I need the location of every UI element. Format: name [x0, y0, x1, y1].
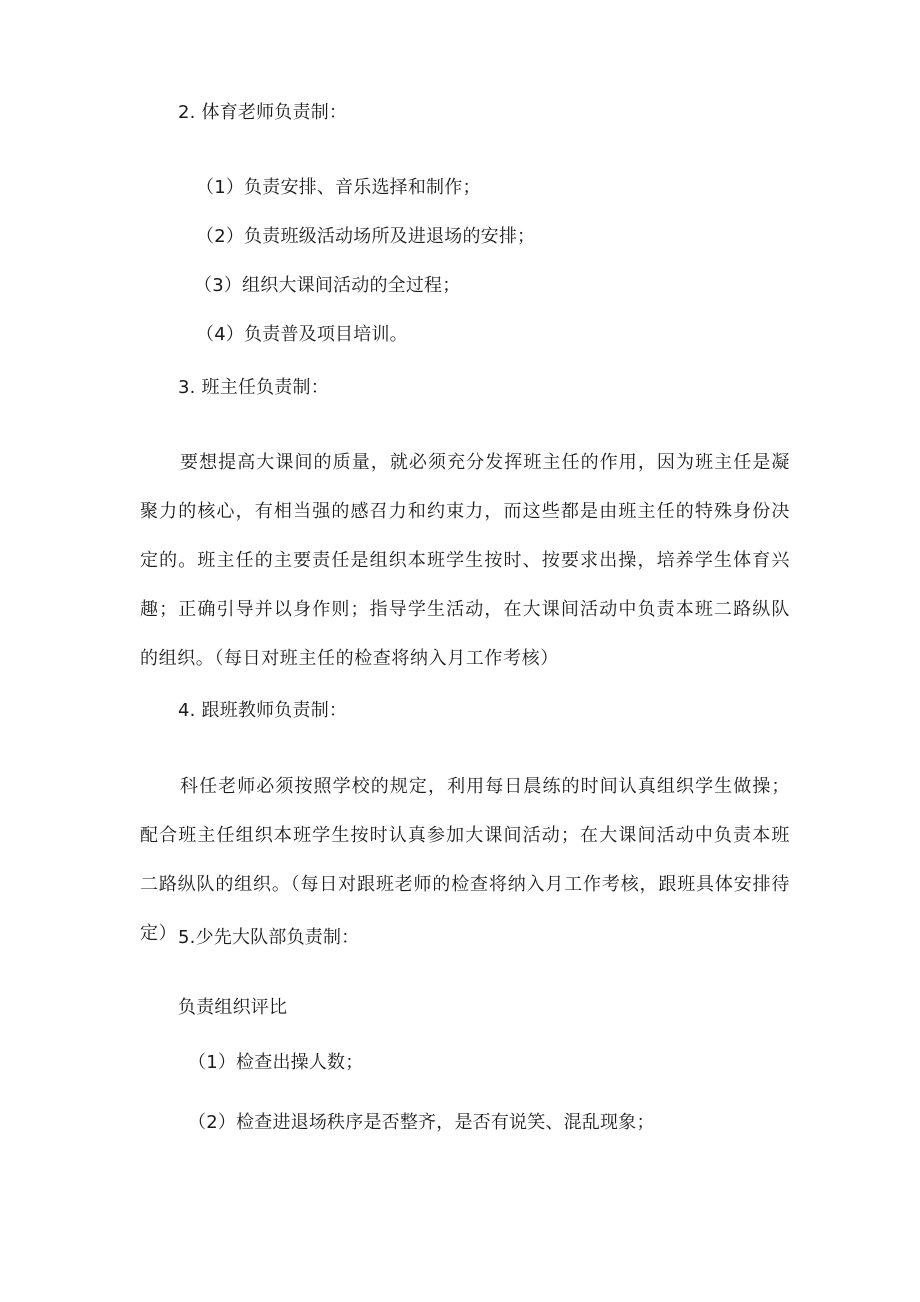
- section-3-body: 要想提高大课间的质量，就必须充分发挥班主任的作用，因为班主任是凝聚力的核心，有相当强的感召力和约束力，而这些都是由班主任的特殊身份决定的。班主任的主要责任是组织本班学生按时、按要求出操，培养学生体育兴趣；正确引导并以身作则；指导学生活动，在大课间活动中负责本班二路纵队的组织。（每日对班主任的检查将纳入月工作考核）: [140, 452, 790, 669]
- section-4-heading: 4. 跟班教师负责制：: [178, 700, 348, 721]
- section-2-item-2: （2）负责班级活动场所及进退场的安排；: [196, 226, 536, 247]
- section-4-body: 科任老师必须按照学校的规定，利用每日晨练的时间认真组织学生做操；配合班主任组织本班学生按时认真参加大课间活动；在大课间活动中负责本班二路纵队的组织。（每日对跟班老师的检查将纳入月工作考核，跟班具体安排待定）: [140, 776, 790, 944]
- section-2-item-4: （4）负责普及项目培训。: [196, 324, 408, 345]
- section-5-item-2: （2）检查进退场秩序是否整齐，是否有说笑、混乱现象；: [188, 1112, 655, 1133]
- section-2-item-3: （3）组织大课间活动的全过程；: [194, 275, 461, 296]
- section-5-heading: 5.少先大队部负责制：: [178, 927, 360, 948]
- section-3-heading: 3. 班主任负责制：: [178, 377, 329, 398]
- section-2-heading: 2. 体育老师负责制：: [178, 102, 348, 123]
- section-5-intro: 负责组织评比: [178, 997, 288, 1018]
- section-2-item-1: （1）负责安排、音乐选择和制作；: [196, 177, 481, 198]
- section-5-item-1: （1）检查出操人数；: [188, 1052, 364, 1073]
